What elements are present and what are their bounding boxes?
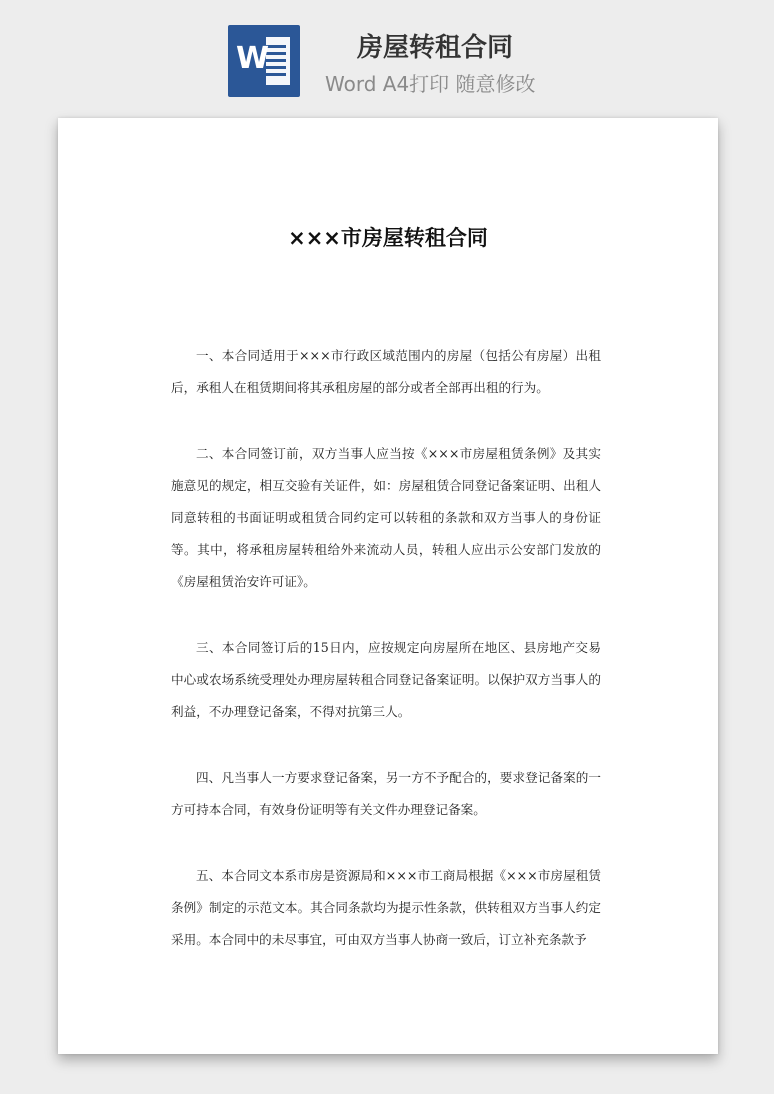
word-icon-letter: W: [236, 41, 270, 76]
page-subtitle: Word A4打印 随意修改: [325, 72, 536, 96]
document-title: ×××市房屋转租合同: [288, 226, 488, 250]
document-paragraph-5: 五、本合同文本系市房是资源局和×××市工商局根据《×××市房屋租赁条例》制定的示范文本。其合同条款均为提示性条款，供转租双方当事人约定采用。本合同中的未尽事宜，可由双方当事人协商一致后，订立补充条款予: [171, 868, 601, 947]
document-paragraph-3: 三、本合同签订后的15日内，应按规定向房屋所在地区、县房地产交易中心或农场系统受理处办理房屋转租合同登记备案证明。以保护双方当事人的利益，不办理登记备案，不得对抗第三人。: [171, 640, 601, 719]
document-paragraph-4: 四、凡当事人一方要求登记备案，另一方不予配合的，要求登记备案的一方可持本合同，有效身份证明等有关文件办理登记备案。: [171, 770, 601, 817]
document-paragraph-1: 一、本合同适用于×××市行政区域范围内的房屋（包括公有房屋）出租后，承租人在租赁期间将其承租房屋的部分或者全部再出租的行为。: [171, 348, 601, 395]
document-page: [58, 118, 718, 1054]
page-title: 房屋转租合同: [356, 33, 513, 63]
word-icon: [228, 25, 300, 97]
document-paragraph-2: 二、本合同签订前，双方当事人应当按《×××市房屋租赁条例》及其实施意见的规定，相互交验有关证件，如：房屋租赁合同登记备案证明、出租人同意转租的书面证明或租赁合同约定可以转租的条款和双方当事人的身份证等。其中，将承租房屋转租给外来流动人员，转租人应出示公安部门发放的《房屋租赁治安许可证》。: [171, 446, 601, 589]
page-header: [0, 0, 774, 118]
